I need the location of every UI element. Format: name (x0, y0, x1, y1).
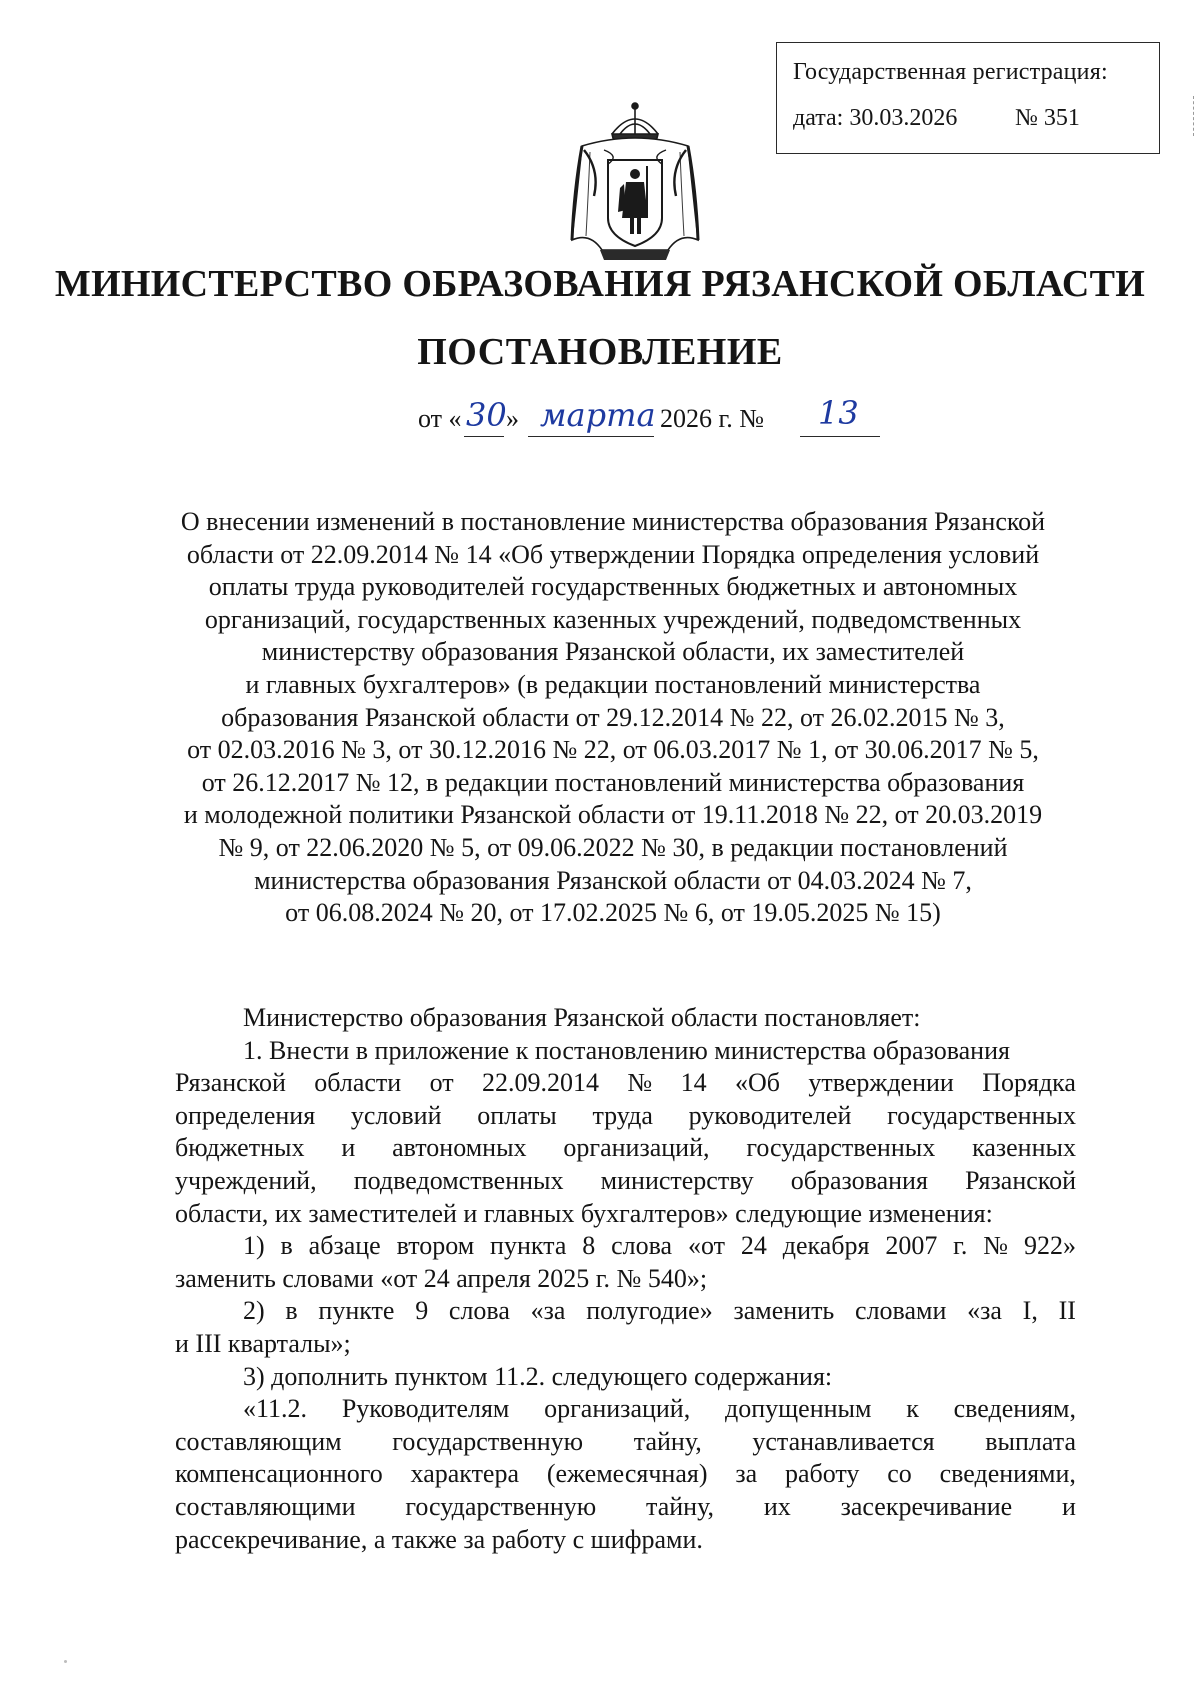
item-1-line: учреждений, подведомственных министерству образования Рязанской (175, 1165, 1076, 1195)
subject-line: № 9, от 22.06.2020 № 5, от 09.06.2022 № 30, в редакции постановлений (218, 832, 1008, 862)
subject-line: области от 22.09.2014 № 14 «Об утверждении Порядка определения условий (186, 539, 1040, 569)
quoted-clause-line: составляющими государственную тайну, их засекречивание и (175, 1491, 1076, 1521)
registration-stamp (776, 42, 1160, 154)
subject-line: организаций, государственных казенных учреждений, подведомственных (204, 604, 1022, 634)
ministry-title: МИНИСТЕРСТВО ОБРАЗОВАНИЯ РЯЗАНСКОЙ ОБЛАСТИ (54, 263, 1146, 305)
subject-line: и молодежной политики Рязанской области от 19.11.2018 № 22, от 20.03.2019 (183, 800, 1043, 830)
subject-line: от 02.03.2016 № 3, от 30.12.2016 № 22, от 06.03.2017 № 1, от 30.06.2017 № 5, (187, 735, 1039, 765)
date-year-and-number-label: 2026 г. № (660, 404, 765, 433)
subject-line: оплаты труда руководителей государственных бюджетных и автономных (208, 572, 1018, 602)
subject-line: министерства образования Рязанской области от 04.03.2024 № 7, (254, 865, 972, 895)
quoted-clause-line: компенсационного характера (ежемесячная) за работу со сведениями, (175, 1459, 1076, 1489)
registration-number: № 351 (1015, 105, 1080, 131)
quoted-clause-line: составляющим государственную тайну, устанавливается выплата (175, 1426, 1076, 1456)
quoted-clause-line: «11.2. Руководителям организаций, допущенным к сведениям, (243, 1394, 1076, 1424)
document-subject (150, 506, 1076, 930)
handwritten-month: марта (540, 396, 656, 434)
registration-date: дата: 30.03.2026 (793, 105, 958, 131)
date-number-line (0, 394, 1200, 442)
scan-speck (64, 1660, 67, 1663)
ryazan-coat-of-arms-icon (560, 100, 710, 268)
subitem-2-line: и III кварталы»; (175, 1328, 351, 1358)
item-1-line: области, их заместителей и главных бухгалтеров» следующие изменения: (175, 1198, 993, 1228)
subject-line: образования Рязанской области от 29.12.2014 № 22, от 26.02.2015 № 3, (221, 702, 1005, 732)
page-edge-mark (1191, 96, 1194, 136)
subitem-3-line: 3) дополнить пунктом 11.2. следующего содержания: (243, 1361, 833, 1391)
item-1-line: бюджетных и автономных организаций, государственных казенных (175, 1133, 1076, 1163)
item-1-line: Рязанской области от 22.09.2014 № 14 «Об утверждении Порядка (175, 1068, 1076, 1098)
handwritten-number: 13 (818, 394, 859, 432)
document-type: ПОСТАНОВЛЕНИЕ (417, 331, 783, 373)
preamble: Министерство образования Рязанской области постановляет: (243, 1003, 921, 1032)
item-1-line: 1. Внести в приложение к постановлению министерства образования (243, 1035, 1010, 1065)
subitem-1-line: 1) в абзаце втором пункта 8 слова «от 24 декабря 2007 г. № 922» (243, 1231, 1076, 1261)
item-1-line: определения условий оплаты труда руководителей государственных (175, 1100, 1076, 1130)
month-underline (528, 436, 654, 437)
quoted-clause-line: рассекречивание, а также за работу с шифрами. (175, 1524, 703, 1554)
registration-title: Государственная регистрация: (793, 59, 1108, 85)
handwritten-day: 30 (466, 396, 507, 434)
subitem-2-line: 2) в пункте 9 слова «за полугодие» заменить словами «за I, II (243, 1296, 1076, 1326)
number-underline (800, 436, 880, 437)
subitem-1-line: заменить словами «от 24 апреля 2025 г. № 540»; (175, 1263, 708, 1293)
subject-line: министерству образования Рязанской области, их заместителей (261, 637, 965, 667)
date-close-quote: » (506, 404, 519, 433)
subject-line: О внесении изменений в постановление министерства образования Рязанской (180, 507, 1046, 536)
subject-line: от 06.08.2024 № 20, от 17.02.2025 № 6, от 19.05.2025 № 15) (285, 898, 941, 928)
document-body (175, 1002, 1076, 1556)
date-prefix: от « (418, 404, 462, 433)
subject-line: и главных бухгалтеров» (в редакции постановлений министерства (245, 669, 981, 699)
subject-line: от 26.12.2017 № 12, в редакции постановлений министерства образования (201, 767, 1025, 797)
day-underline (464, 436, 504, 437)
